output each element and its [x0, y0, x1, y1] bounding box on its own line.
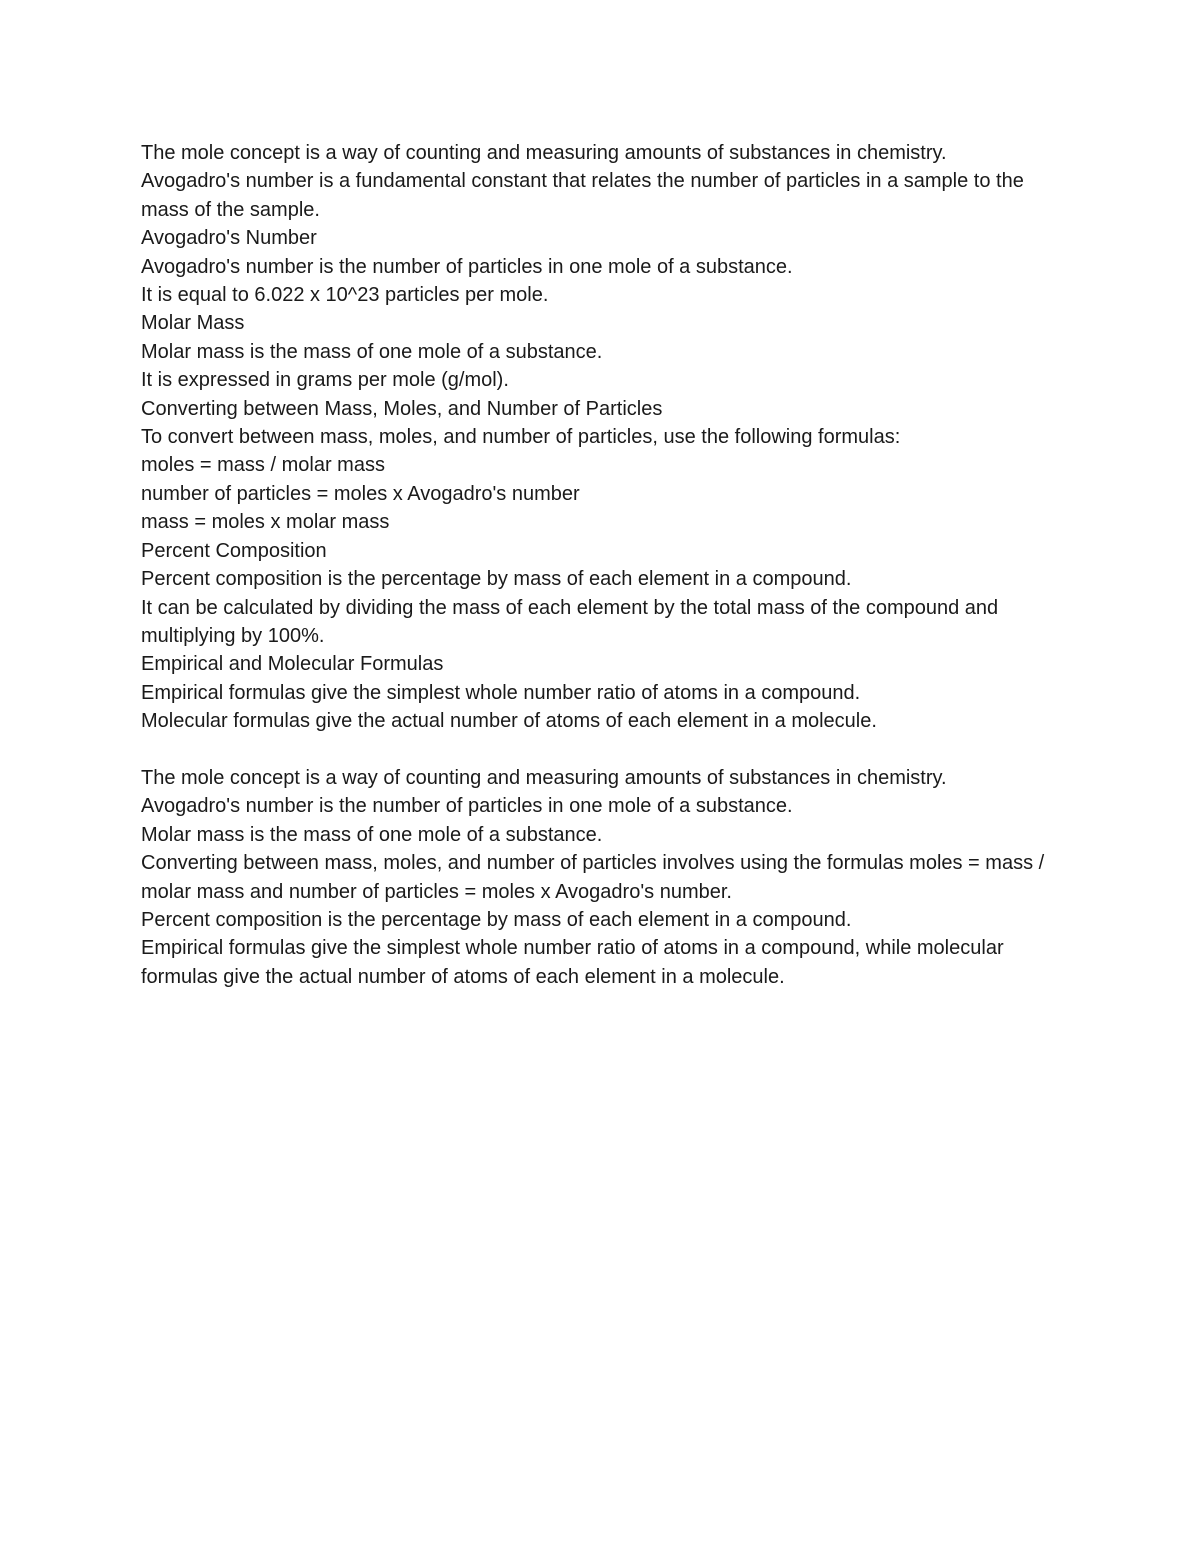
- summary-line: Molar mass is the mass of one mole of a substance.: [141, 823, 603, 846]
- body-line: Molecular formulas give the actual number of atoms of each element in a molecule.: [141, 710, 877, 733]
- summary-line: Percent composition is the percentage by mass of each element in a compound.: [141, 909, 852, 932]
- section-heading: Empirical and Molecular Formulas: [141, 653, 444, 676]
- summary-section: [141, 764, 1066, 991]
- body-line: Avogadro's number is the number of particles in one mole of a substance.: [141, 255, 793, 278]
- body-line: It is expressed in grams per mole (g/mol).: [141, 369, 509, 392]
- summary-line: Avogadro's number is the number of particles in one mole of a substance.: [141, 795, 793, 818]
- summary-line: Converting between mass, moles, and number of particles involves using the formulas moles = mass / molar mass and number of particles = moles x Avogadro's number.: [141, 852, 1045, 903]
- body-line: It can be calculated by dividing the mass of each element by the total mass of the compound and multiplying by 100%.: [141, 596, 999, 647]
- body-line: Percent composition is the percentage by mass of each element in a compound.: [141, 568, 852, 591]
- body-line: Empirical formulas give the simplest whole number ratio of atoms in a compound.: [141, 681, 861, 704]
- summary-line: The mole concept is a way of counting and measuring amounts of substances in chemistry.: [141, 767, 947, 789]
- notes-section: [141, 139, 1066, 736]
- section-heading: Molar Mass: [141, 312, 245, 335]
- formula-line: number of particles = moles x Avogadro's number: [141, 482, 580, 505]
- section-heading: Percent Composition: [141, 539, 327, 562]
- summary-line: Empirical formulas give the simplest whole number ratio of atoms in a compound, while molecular formulas give the actual number of atoms of each element in a molecule.: [141, 937, 1004, 988]
- body-line: Molar mass is the mass of one mole of a substance.: [141, 340, 603, 363]
- section-heading: Avogadro's Number: [141, 227, 317, 250]
- formula-line: moles = mass / molar mass: [141, 454, 385, 477]
- body-line: To convert between mass, moles, and number of particles, use the following formulas:: [141, 426, 901, 449]
- intro-line: The mole concept is a way of counting and measuring amounts of substances in chemistry.: [141, 142, 947, 164]
- formula-line: mass = moles x molar mass: [141, 511, 390, 534]
- section-heading: Converting between Mass, Moles, and Number of Particles: [141, 397, 663, 420]
- body-line: It is equal to 6.022 x 10^23 particles per mole.: [141, 284, 549, 307]
- intro-line: Avogadro's number is a fundamental constant that relates the number of particles in a sample to the mass of the sample.: [141, 170, 1024, 221]
